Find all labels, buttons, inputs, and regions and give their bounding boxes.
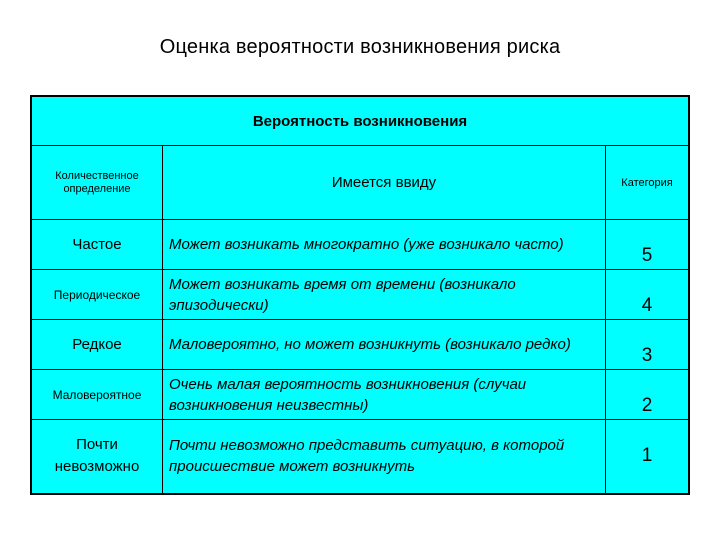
column-header-quantitative: Количественное определение [31, 146, 163, 220]
quantitative-cell: Почти невозможно [31, 420, 163, 494]
column-header-meaning: Имеется ввиду [163, 146, 606, 220]
table-row [31, 320, 689, 370]
category-cell: 3 [606, 320, 690, 370]
quantitative-cell: Периодическое [31, 270, 163, 320]
description-cell: Может возникать многократно (уже возникало часто) [163, 220, 606, 270]
description-cell: Очень малая вероятность возникновения (случаи возникновения неизвестны) [163, 370, 606, 420]
quantitative-cell: Частое [31, 220, 163, 270]
category-cell: 1 [606, 420, 690, 494]
table-row [31, 220, 689, 270]
table-row [31, 420, 689, 494]
risk-probability-table [30, 95, 690, 495]
table-column-header-row [31, 146, 689, 220]
quantitative-cell: Маловероятное [31, 370, 163, 420]
category-cell: 5 [606, 220, 690, 270]
category-cell: 4 [606, 270, 690, 320]
table-main-header-row [31, 96, 689, 146]
description-cell: Маловероятно, но может возникнуть (возникало редко) [163, 320, 606, 370]
column-header-category: Категория [606, 146, 690, 220]
category-cell: 2 [606, 370, 690, 420]
quantitative-cell: Редкое [31, 320, 163, 370]
page-title: Оценка вероятности возникновения риска [159, 36, 561, 58]
description-cell: Почти невозможно представить ситуацию, в которой происшествие может возникнуть [163, 420, 606, 494]
table-main-header: Вероятность возникновения [31, 96, 689, 146]
table-row [31, 270, 689, 320]
description-cell: Может возникать время от времени (возникало эпизодически) [163, 270, 606, 320]
table-row [31, 370, 689, 420]
